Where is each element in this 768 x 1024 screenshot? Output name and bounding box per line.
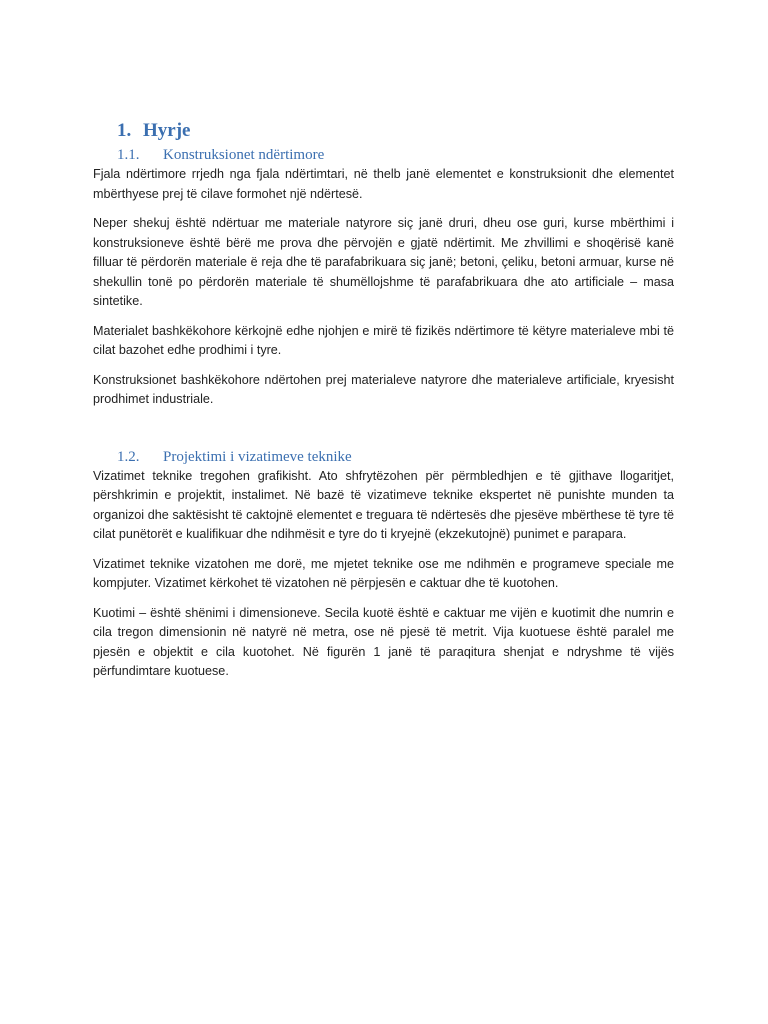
paragraph: Materialet bashkëkohore kërkojnë edhe njohjen e mirë të fizikës ndërtimore të këtyre materialeve mbi të cilat bazohet edhe prodhimi i tyre. (93, 323, 674, 357)
paragraph: Vizatimet teknike tregohen grafikisht. Ato shfrytëzohen për përmbledhjen e të gjithave llogaritjet, përshkrimin e projektit, instalimet. Në bazë të vizatimeve teknike ekspertet në punishte munden ta organizoi dhe saktësisht të caktojnë elementet e treguara të ndërtesës dhe pjesëve mbërthese të tyre të cilat punëtorët e kualifikuar dhe ndihmësit e tyre do ti kryejnë (ekzekutojnë) punimet e parapara. (93, 468, 674, 541)
paragraph: Vizatimet teknike vizatohen me dorë, me mjetet teknike ose me ndihmën e programeve speciale me kompjuter. Vizatimet kërkohet të vizatohen në përpjesën e caktuar dhe të kuotohen. (93, 556, 674, 590)
subheading-number: 1.2. (117, 448, 140, 465)
heading-title: Hyrje (143, 120, 191, 141)
paragraph: Kuotimi – është shënimi i dimensioneve. Secila kuotë është e caktuar me vijën e kuotimit dhe numrin e cila tregon dimensionin në natyrë në metra, ose në pjesë të metrit. Vija kuotuese është paralel me pjesën e objektit e cila kuotohet. Në figurën 1 janë të paraqitura shenjat e ndryshme të vijës përfundimtare kuotuese. (93, 605, 674, 678)
paragraph: Fjala ndërtimore rrjedh nga fjala ndërtimtari, në thelb janë elementet e konstruksionit dhe elementet mbërthyese prej të cilave formohet një ndërtesë. (93, 167, 674, 201)
subheading-title: Konstruksionet ndërtimore (163, 147, 325, 163)
heading-hyrje (117, 118, 674, 144)
heading-number: 1. (117, 120, 132, 141)
document-body (93, 118, 674, 692)
subheading-konstruksionet (117, 146, 674, 165)
subheading-projektimi (117, 448, 674, 467)
subheading-number: 1.1. (117, 147, 140, 163)
paragraph: Konstruksionet bashkëkohore ndërtohen prej materialeve natyrore dhe materialeve artificiale, kryesisht prodhimet industriale. (93, 372, 674, 406)
paragraph: Neper shekuj është ndërtuar me materiale natyrore siç janë druri, dheu ose guri, kurse mbërthimi i konstruksioneve është bërë me prova dhe përvojën e gjatë ndërtimit. Me zhvillimi e shoqërisë kanë filluar të përdorën materiale ë reja dhe të parafabrikuara siç janë; betoni, çeliku, betoni armuar, kurse në shekullin tonë po përdorën materiale të shumëllojshme të parafabrikuara dhe ato artificiale – masa sintetike. (93, 216, 674, 308)
subheading-title: Projektimi i vizatimeve teknike (163, 448, 352, 465)
